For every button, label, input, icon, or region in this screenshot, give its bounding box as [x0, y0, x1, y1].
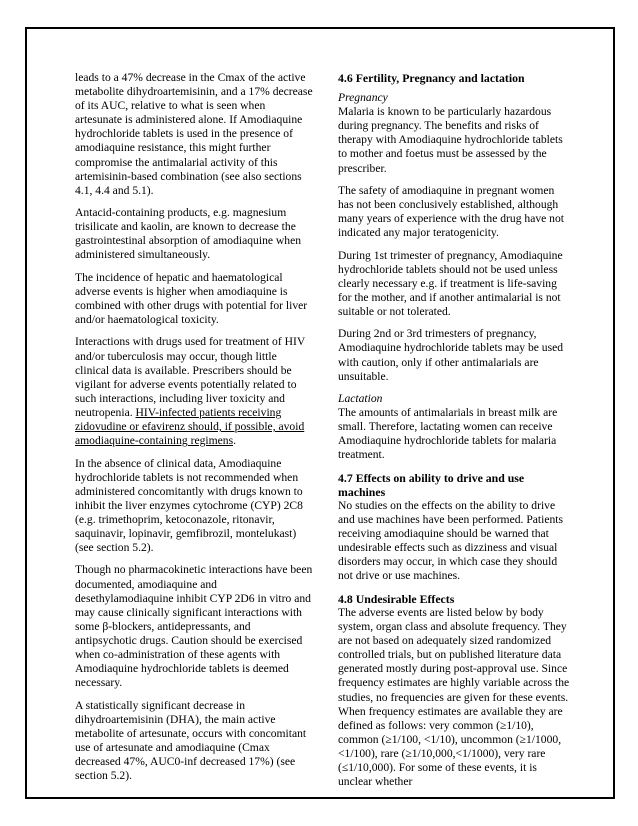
- paragraph-hiv-tuberculosis: [75, 335, 313, 448]
- lactation-subheading: Lactation: [338, 392, 383, 406]
- hiv-underlined-text: HIV-infected patients receiving zidovudine or efavirenz should, if possible, avoid amodiaquine-containing regimens: [75, 405, 305, 448]
- undesirable-effects-paragraph: The adverse events are listed below by body system, organ class and absolute frequency. They are not based on adequately sized randomized controlled trials, but on published literature data generated mostly during post-approval use. Since frequency estimates are highly variable across the studies, no frequencies are given for these events. When frequency estimates are available they are defined as follows: very common (≥1/10), common (≥1/100, <1/10), uncommon (≥1/1000,<1/100), rare (≥1/10,000,<1/1000), very rare (≤1/10,000). For some of these events, it is unclear whether: [338, 605, 570, 789]
- hiv-text-end: .: [233, 434, 236, 448]
- paragraph-hepatic-haematological: The incidence of hepatic and haematological adverse events is higher when amodiaquine is combined with other drugs with potential for liver and/or haematological toxicity.: [75, 270, 308, 327]
- pregnancy-subheading: Pregnancy: [338, 91, 388, 105]
- section-heading-4-6: 4.6 Fertility, Pregnancy and lactation: [338, 71, 525, 85]
- pregnancy-block: [338, 91, 572, 176]
- paragraph-antacid: Antacid-containing products, e.g. magnesium trisilicate and kaolin, are known to decrease the gastrointestinal absorption of amodiaquine when administered simultaneously.: [75, 206, 302, 262]
- lactation-paragraph: The amounts of antimalarials in breast milk are small. Therefore, lactating women can receive Amodiaquine hydrochloride tablets for malaria treatment.: [338, 406, 558, 462]
- paragraph-cyp2c8: In the absence of clinical data, Amodiaquine hydrochloride tablets is not recommended when administered concomitantly with drugs known to inhibit the liver enzymes cytochrome (CYP) 2C8 (e.g. trimethoprim, ketoconazole, ritonavir, saquinavir, lopinavir, gemfibrozil, montelukast) (see section 5.2).: [75, 456, 303, 555]
- pregnancy-paragraph-1: Malaria is known to be particularly hazardous during pregnancy. The benefits and risks of therapy with Amodiaquine hydrochloride tablets to mother and foetus must be assessed by the prescriber.: [338, 105, 563, 175]
- pregnancy-paragraph-4: During 2nd or 3rd trimesters of pregnancy, Amodiaquine hydrochloride tablets may be used with caution, only if other antimalarials are unsuitable.: [338, 327, 564, 383]
- paragraph-cyp2d6: Though no pharmacokinetic interactions have been documented, amodiaquine and desethylamodiaquine inhibit CYP 2D6 in vitro and may cause clinically significant interactions with some β-blockers, antidepressants, and antipsychotic drugs. Caution should be exercised when co-administration of these agents with Amodiaquine hydrochloride tablets is deemed necessary.: [75, 563, 313, 690]
- driving-paragraph: No studies on the effects on the ability to drive and use machines have been performed. Patients receiving amodiaquine should be warned that undesirable effects such as dizziness and visual disorders may occur, in which case they should not drive or use machines.: [338, 499, 564, 583]
- section-heading-4-8: 4.8 Undesirable Effects: [338, 591, 455, 606]
- lactation-block: [338, 392, 572, 462]
- paragraph-artesunate-interaction: leads to a 47% decrease in the Cmax of the active metabolite dihydroartemisinin, and a 17% decrease of its AUC, relative to what is seen when artesunate is administered alone. If Amodiaquine hydrochloride tablets is used in the presence of amodiaquine resistance, this might further compromise the antimalarial activity of this artemisinin-based combination (see also sections 4.1, 4.4 and 5.1).: [75, 71, 313, 197]
- pregnancy-paragraph-2: The safety of amodiaquine in pregnant women has not been conclusively established, although many years of experience with the drug have not indicated any major teratogenicity.: [338, 183, 564, 240]
- paragraph-dha-decrease: A statistically significant decrease in dihydroartemisinin (DHA), the main active metabolite of artesunate, occurs with concomitant use of artesunate and amodiaquine (Cmax decreased 47%, AUC0-inf decreased 17%) (see section 5.2).: [75, 698, 307, 783]
- left-column: [75, 71, 313, 791]
- pregnancy-paragraph-3: During 1st trimester of pregnancy, Amodiaquine hydrochloride tablets should not be used unless clearly necessary e.g. if treatment is life-saving for the mother, and if another antimalarial is not suitable or not tolerated.: [338, 248, 563, 318]
- right-column: [338, 71, 572, 797]
- section-heading-4-7: 4.7 Effects on ability to drive and use machines: [338, 470, 525, 499]
- hiv-text: Interactions with drugs used for treatment of HIV and/or tuberculosis may occur, though little clinical data is available. Prescribers should be vigilant for adverse events potentially related to such interactions, including liver toxicity and neutropenia.: [75, 335, 305, 419]
